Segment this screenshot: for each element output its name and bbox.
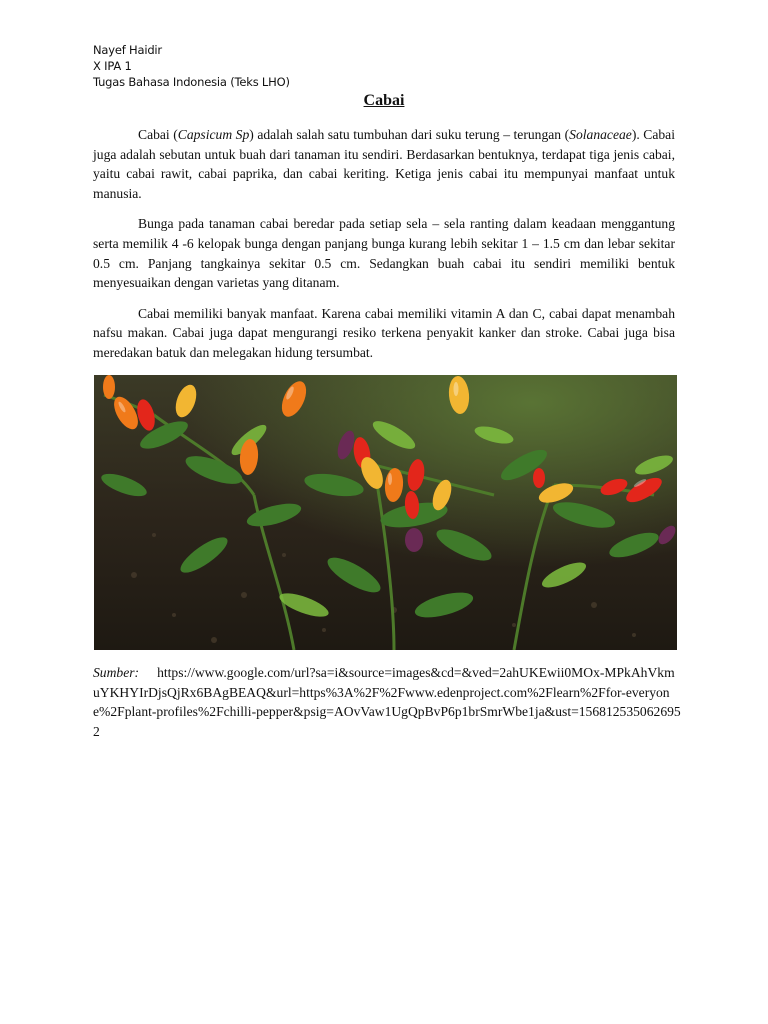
scientific-name-family: Solanaceae [569, 127, 632, 142]
document-header [93, 42, 290, 90]
paragraph-benefits: Cabai memiliki banyak manfaat. Karena cabai memiliki vitamin A dan C, cabai dapat menambah nafsu makan. Cabai juga dapat mengurangi resiko terkena penyakit kanker dan stroke. Cabai juga bisa meredakan batuk dan melegakan hidung tersumbat. [93, 305, 675, 360]
scientific-name-genus: Capsicum Sp [177, 127, 250, 142]
article-body [93, 125, 675, 374]
paragraph-intro-text-1: Cabai ( [138, 127, 178, 142]
page-title: Cabai [363, 92, 405, 109]
chili-plant-photo [94, 375, 677, 650]
paragraph-flower: Bunga pada tanaman cabai beredar pada setiap sela – sela ranting dalam keadaan menggantung serta memilik 4 -6 kelopak bunga dengan panjang bunga kurang lebih sekitar 1 – 1.5 cm dan lebar sekitar 0.5 cm. Panjang tangkainya sekitar 0.5 cm. Sedangkan buah cabai itu sendiri memiliki bentuk menyesuaikan dengan varietas yang ditanam. [93, 216, 675, 291]
paragraph-intro [93, 125, 675, 203]
source-citation [93, 663, 681, 741]
author-name: Nayef Haidir [93, 43, 162, 57]
source-url: https://www.google.com/url?sa=i&source=images&cd=&ved=2ahUKEwii0MOx-MPkAhVkmuYKHYIrDjsQjRx6BAgBEAQ&url=https%3A%2F%2Fwww.edenproject.com%2Flearn%2Ffor-everyone%2Fplant-profiles%2Fchilli-pepper&psig=AOvVaw1UgQpBvP6p1brSmrWbe1ja&ust=1568125350626952 [93, 665, 681, 739]
source-label: Sumber: [93, 665, 140, 680]
class-label: X IPA 1 [93, 59, 132, 73]
paragraph-intro-text-3: ). Cabai juga adalah sebutan untuk buah dari tanaman itu sendiri. Berdasarkan bentuknya, terdapat tiga jenis cabai, yaitu cabai rawit, cabai paprika, dan cabai keriting. Ketiga jenis cabai itu mempunyai manfaat untuk manusia. [93, 127, 675, 201]
chili-plant-illustration [94, 375, 677, 650]
paragraph-intro-text-2: ) adalah salah satu tumbuhan dari suku terung – terungan ( [249, 127, 570, 142]
assignment-label: Tugas Bahasa Indonesia (Teks LHO) [93, 75, 290, 89]
